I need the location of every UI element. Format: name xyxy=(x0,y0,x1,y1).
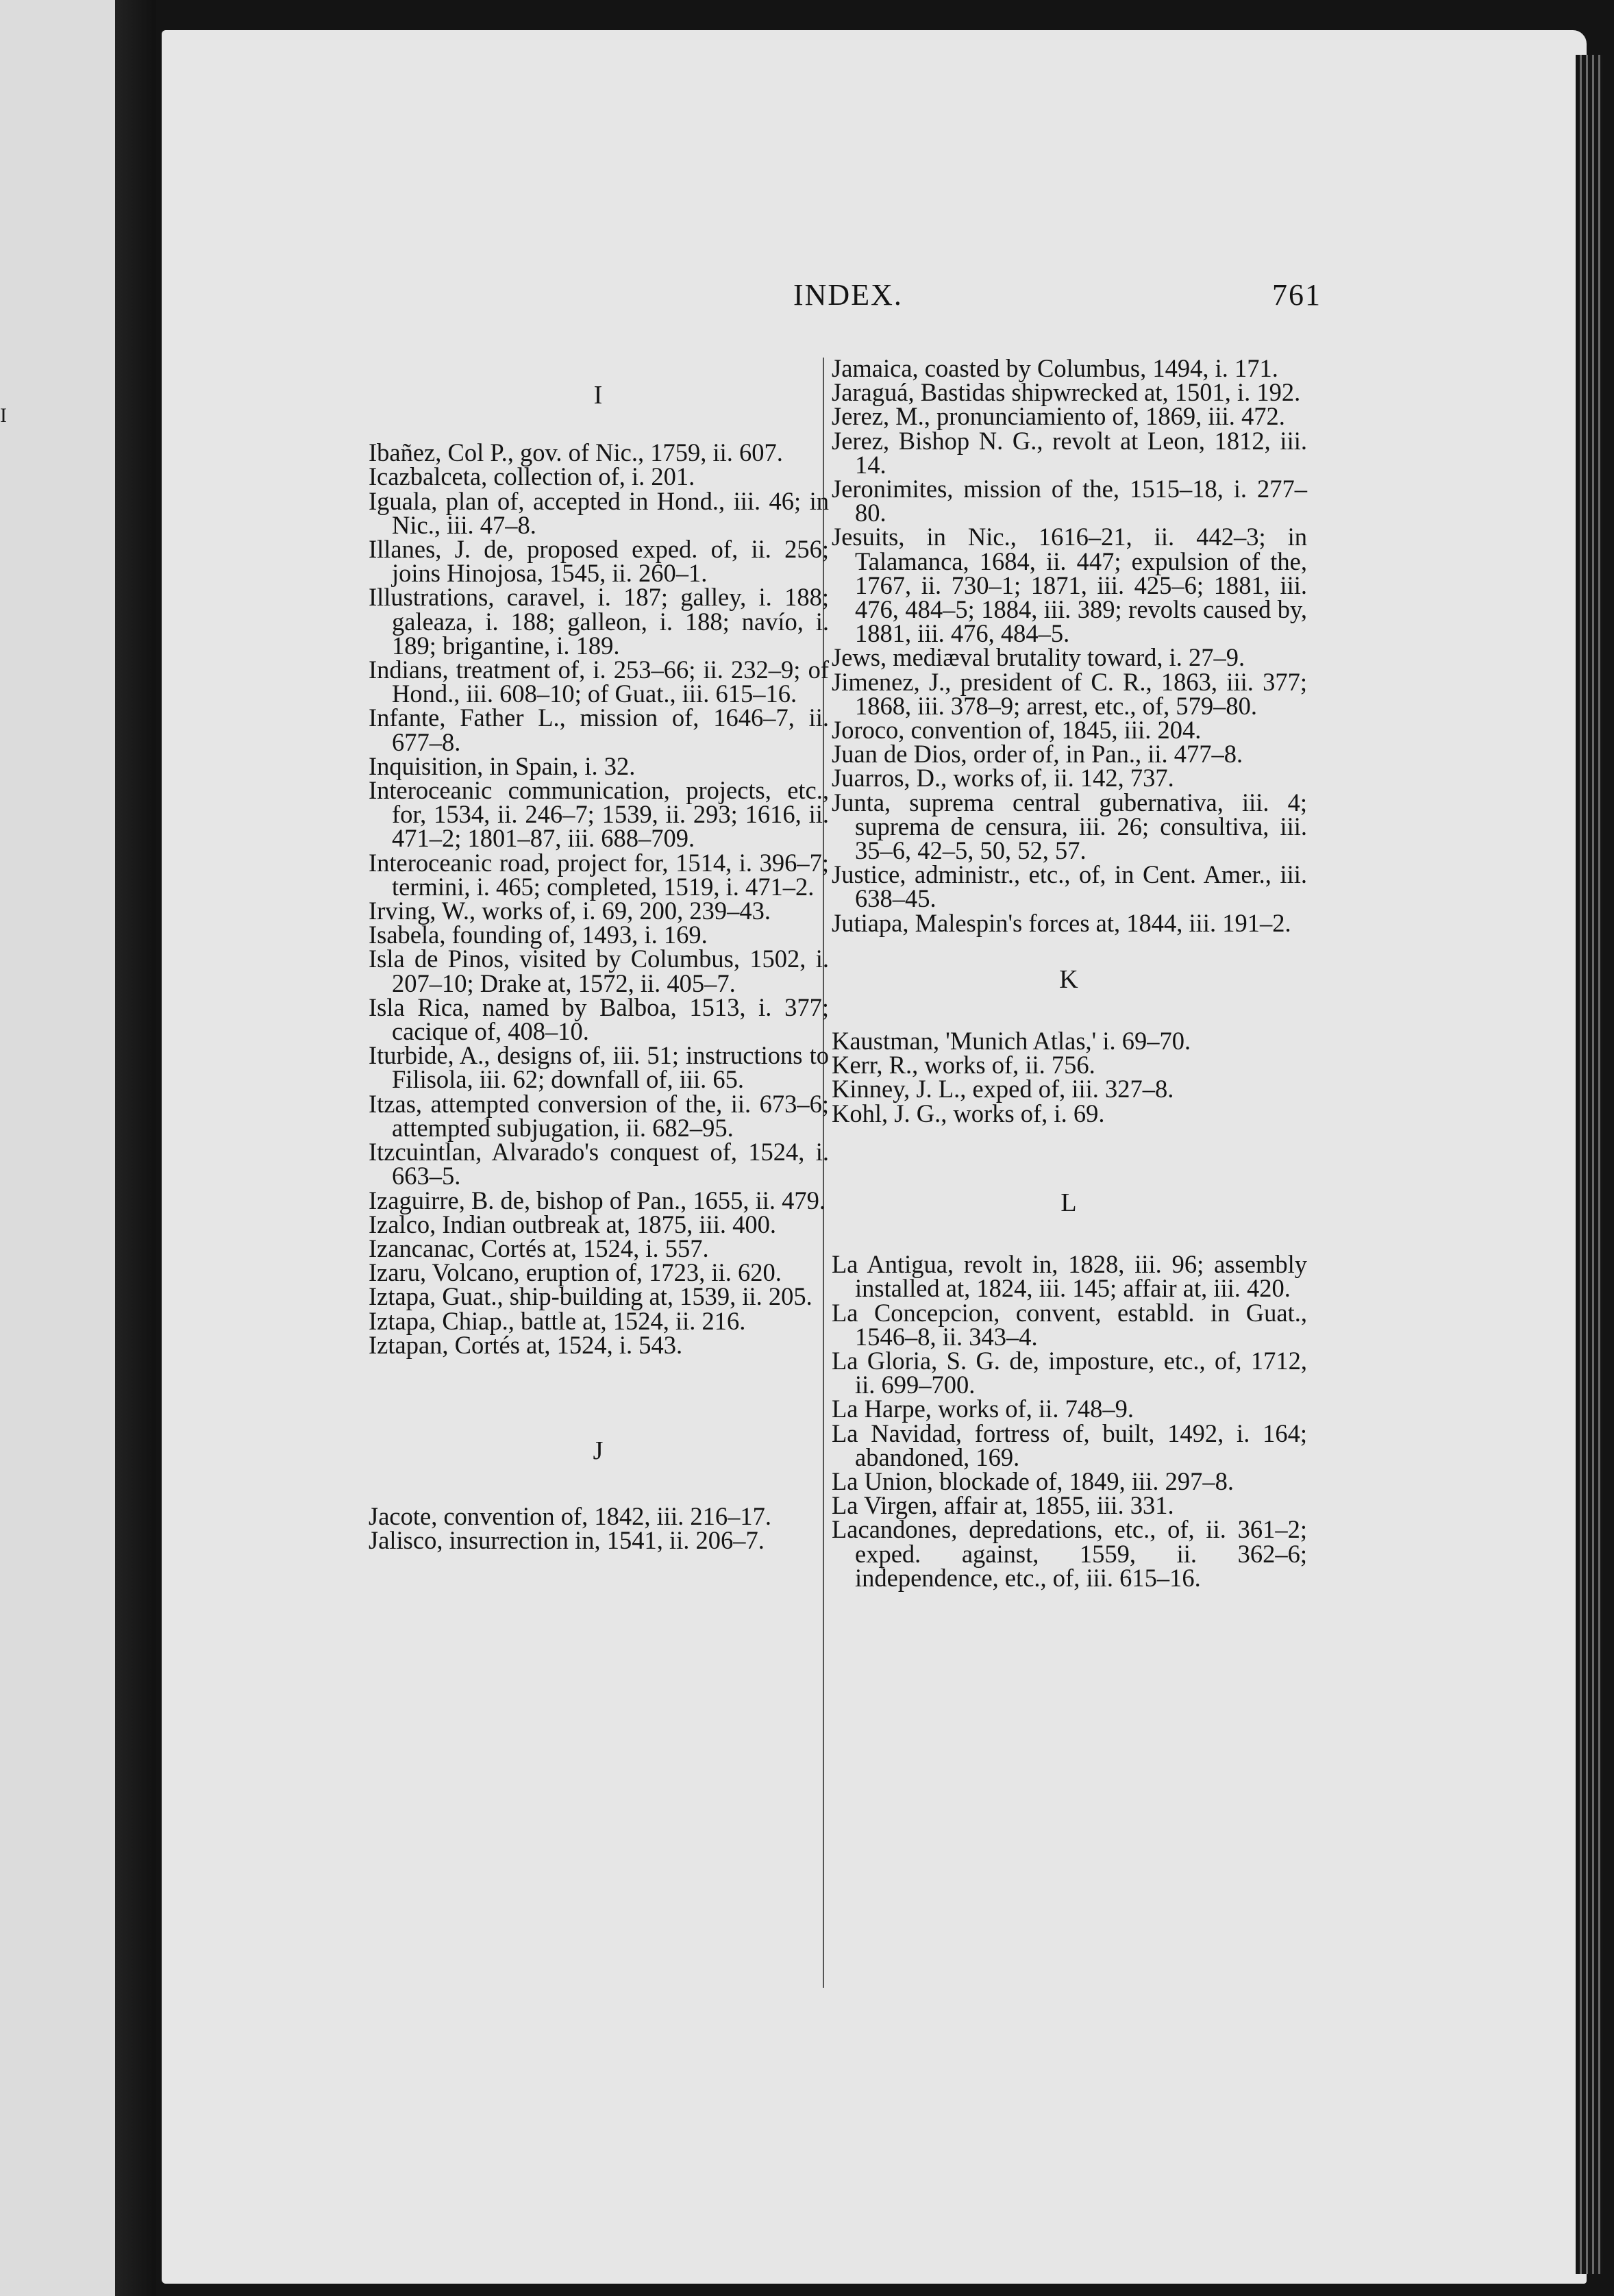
index-entry: Junta, suprema central gubernativa, iii. 4; suprema de censura, iii. 26; consultiva, iii. 35–6, 42–5, 50, 52, 57. xyxy=(832,788,1307,865)
index-entry: Icazbalceta, collection of, i. 201. xyxy=(369,462,695,491)
index-entry: Kohl, J. G., works of, i. 69. xyxy=(832,1099,1105,1127)
index-entry: Jimenez, J., president of C. R., 1863, iii. 377; 1868, iii. 378–9; arrest, etc., of, 579–80. xyxy=(832,667,1307,720)
index-entry: Indians, treatment of, i. 253–66; ii. 232–9; of Hond., iii. 608–10; of Guat., iii. 615–16. xyxy=(369,656,829,708)
index-entry: Jalisco, insurrection in, 1541, ii. 206–7. xyxy=(369,1526,765,1555)
section-letter: I xyxy=(593,381,604,410)
index-entry: Jamaica, coasted by Columbus, 1494, i. 171. xyxy=(832,354,1278,382)
index-entry: Juarros, D., works of, ii. 142, 737. xyxy=(832,764,1174,793)
index-entry: Ibañez, Col P., gov. of Nic., 1759, ii. 607. xyxy=(369,438,783,467)
index-entry: Isla Rica, named by Balboa, 1513, i. 377; cacique of, 408–10. xyxy=(369,993,829,1046)
index-entry: Interoceanic communication, projects, etc., for, 1534, ii. 246–7; 1539, ii. 293; 1616, ii. 471–2; 1801–87, iii. 688–709. xyxy=(369,776,829,853)
section-letter: K xyxy=(1059,964,1080,994)
book-gutter xyxy=(115,0,156,2296)
index-entry: Joroco, convention of, 1845, iii. 204. xyxy=(832,716,1202,745)
index-entry: Inquisition, in Spain, i. 32. xyxy=(369,751,636,780)
index-entry: Izalco, Indian outbreak at, 1875, iii. 400. xyxy=(369,1210,776,1238)
index-entry: La Gloria, S. G. de, imposture, etc., of, 1712, ii. 699–700. xyxy=(832,1346,1307,1399)
index-entry: Jaraguá, Bastidas shipwrecked at, 1501, i. 192. xyxy=(832,378,1301,407)
page-stack-edge xyxy=(1576,55,1603,2274)
index-entry: Justice, administr., etc., of, in Cent. Amer., iii. 638–45. xyxy=(832,860,1307,913)
index-entry: Izancanac, Cortés at, 1524, i. 557. xyxy=(369,1234,709,1262)
index-entry: Jesuits, in Nic., 1616–21, ii. 442–3; in Talamanca, 1684, ii. 447; expulsion of the, 1767, ii. 730–1; 1871, iii. 425–6; 1881, iii. 476, 484–5; 1884, iii. 389; revolts caused by, 1881, iii. 476, 484–5. xyxy=(832,523,1307,648)
index-entry: Itzcuintlan, Alvarado's conquest of, 1524, i. 663–5. xyxy=(369,1138,829,1190)
index-entry: La Virgen, affair at, 1855, iii. 331. xyxy=(832,1491,1174,1520)
index-entry: Jews, mediæval brutality toward, i. 27–9. xyxy=(832,643,1245,672)
index-entry: Izaru, Volcano, eruption of, 1723, ii. 620. xyxy=(369,1258,782,1287)
index-entry: Jeronimites, mission of the, 1515–18, i. 277–80. xyxy=(832,475,1307,527)
index-entry: La Concepcion, convent, establd. in Guat., 1546–8, ii. 343–4. xyxy=(832,1298,1307,1351)
index-entry: Interoceanic road, project for, 1514, i. 396–7; termini, i. 465; completed, 1519, i. 471–2. xyxy=(369,848,829,901)
index-entry: Jerez, Bishop N. G., revolt at Leon, 1812, iii. 14. xyxy=(832,426,1307,479)
index-column-right xyxy=(832,356,1307,1590)
index-entry: Jacote, convention of, 1842, iii. 216–17. xyxy=(369,1502,771,1531)
index-entry: Jerez, M., pronunciamiento of, 1869, iii. 472. xyxy=(832,402,1285,431)
index-entry: Infante, Father L., mission of, 1646–7, ii. 677–8. xyxy=(369,703,829,756)
index-entry: Iztapa, Chiap., battle at, 1524, ii. 216. xyxy=(369,1306,746,1335)
facing-page-edge xyxy=(0,0,115,2296)
index-column-left xyxy=(369,381,829,1555)
index-entry: La Harpe, works of, ii. 748–9. xyxy=(832,1395,1134,1423)
section-letter: L xyxy=(1060,1188,1078,1217)
index-entry: Iztapan, Cortés at, 1524, i. 543. xyxy=(369,1330,683,1359)
section-letter: J xyxy=(593,1436,605,1465)
index-entry: Isabela, founding of, 1493, i. 169. xyxy=(369,921,708,949)
index-entry: Kerr, R., works of, ii. 756. xyxy=(832,1051,1095,1080)
index-entry: Irving, W., works of, i. 69, 200, 239–43. xyxy=(369,897,771,925)
index-entry: Illanes, J. de, proposed exped. of, ii. 256; joins Hinojosa, 1545, ii. 260–1. xyxy=(369,535,829,588)
index-entry: Juan de Dios, order of, in Pan., ii. 477–8. xyxy=(832,740,1243,769)
index-entry: Illustrations, caravel, i. 187; galley, i. 188; galeaza, i. 188; galleon, i. 188; navío, i. 189; brigantine, i. 189. xyxy=(369,583,829,660)
page-number: 761 xyxy=(1272,278,1321,312)
index-entry: Iztapa, Guat., ship-building at, 1539, ii. 205. xyxy=(369,1282,812,1311)
index-entry: Jutiapa, Malespin's forces at, 1844, iii. 191–2. xyxy=(832,908,1291,937)
index-entry: Iguala, plan of, accepted in Hond., iii. 46; in Nic., iii. 47–8. xyxy=(369,486,829,539)
index-entry: La Antigua, revolt in, 1828, iii. 96; assembly installed at, 1824, iii. 145; affair at, iii. 420. xyxy=(832,1250,1307,1303)
stray-mark: I xyxy=(0,404,7,427)
index-entry: Itzas, attempted conversion of the, ii. 673–6; attempted subjugation, ii. 682–95. xyxy=(369,1089,829,1142)
index-entry: Kaustman, 'Munich Atlas,' i. 69–70. xyxy=(832,1027,1191,1056)
index-entry: Izaguirre, B. de, bishop of Pan., 1655, ii. 479. xyxy=(369,1186,826,1214)
index-entry: Lacandones, depredations, etc., of, ii. 361–2; exped. against, 1559, ii. 362–6; independence, etc., of, iii. 615–16. xyxy=(832,1515,1307,1592)
running-header-title: INDEX. xyxy=(793,278,903,312)
index-entry: Iturbide, A., designs of, iii. 51; instructions to Filisola, iii. 62; downfall of, iii. 65. xyxy=(369,1041,829,1094)
index-entry: La Union, blockade of, 1849, iii. 297–8. xyxy=(832,1467,1234,1495)
index-entry: Kinney, J. L., exped of, iii. 327–8. xyxy=(832,1075,1174,1103)
index-entry: Isla de Pinos, visited by Columbus, 1502, i. 207–10; Drake at, 1572, ii. 405–7. xyxy=(369,945,829,997)
index-entry: La Navidad, fortress of, built, 1492, i. 164; abandoned, 169. xyxy=(832,1419,1307,1471)
